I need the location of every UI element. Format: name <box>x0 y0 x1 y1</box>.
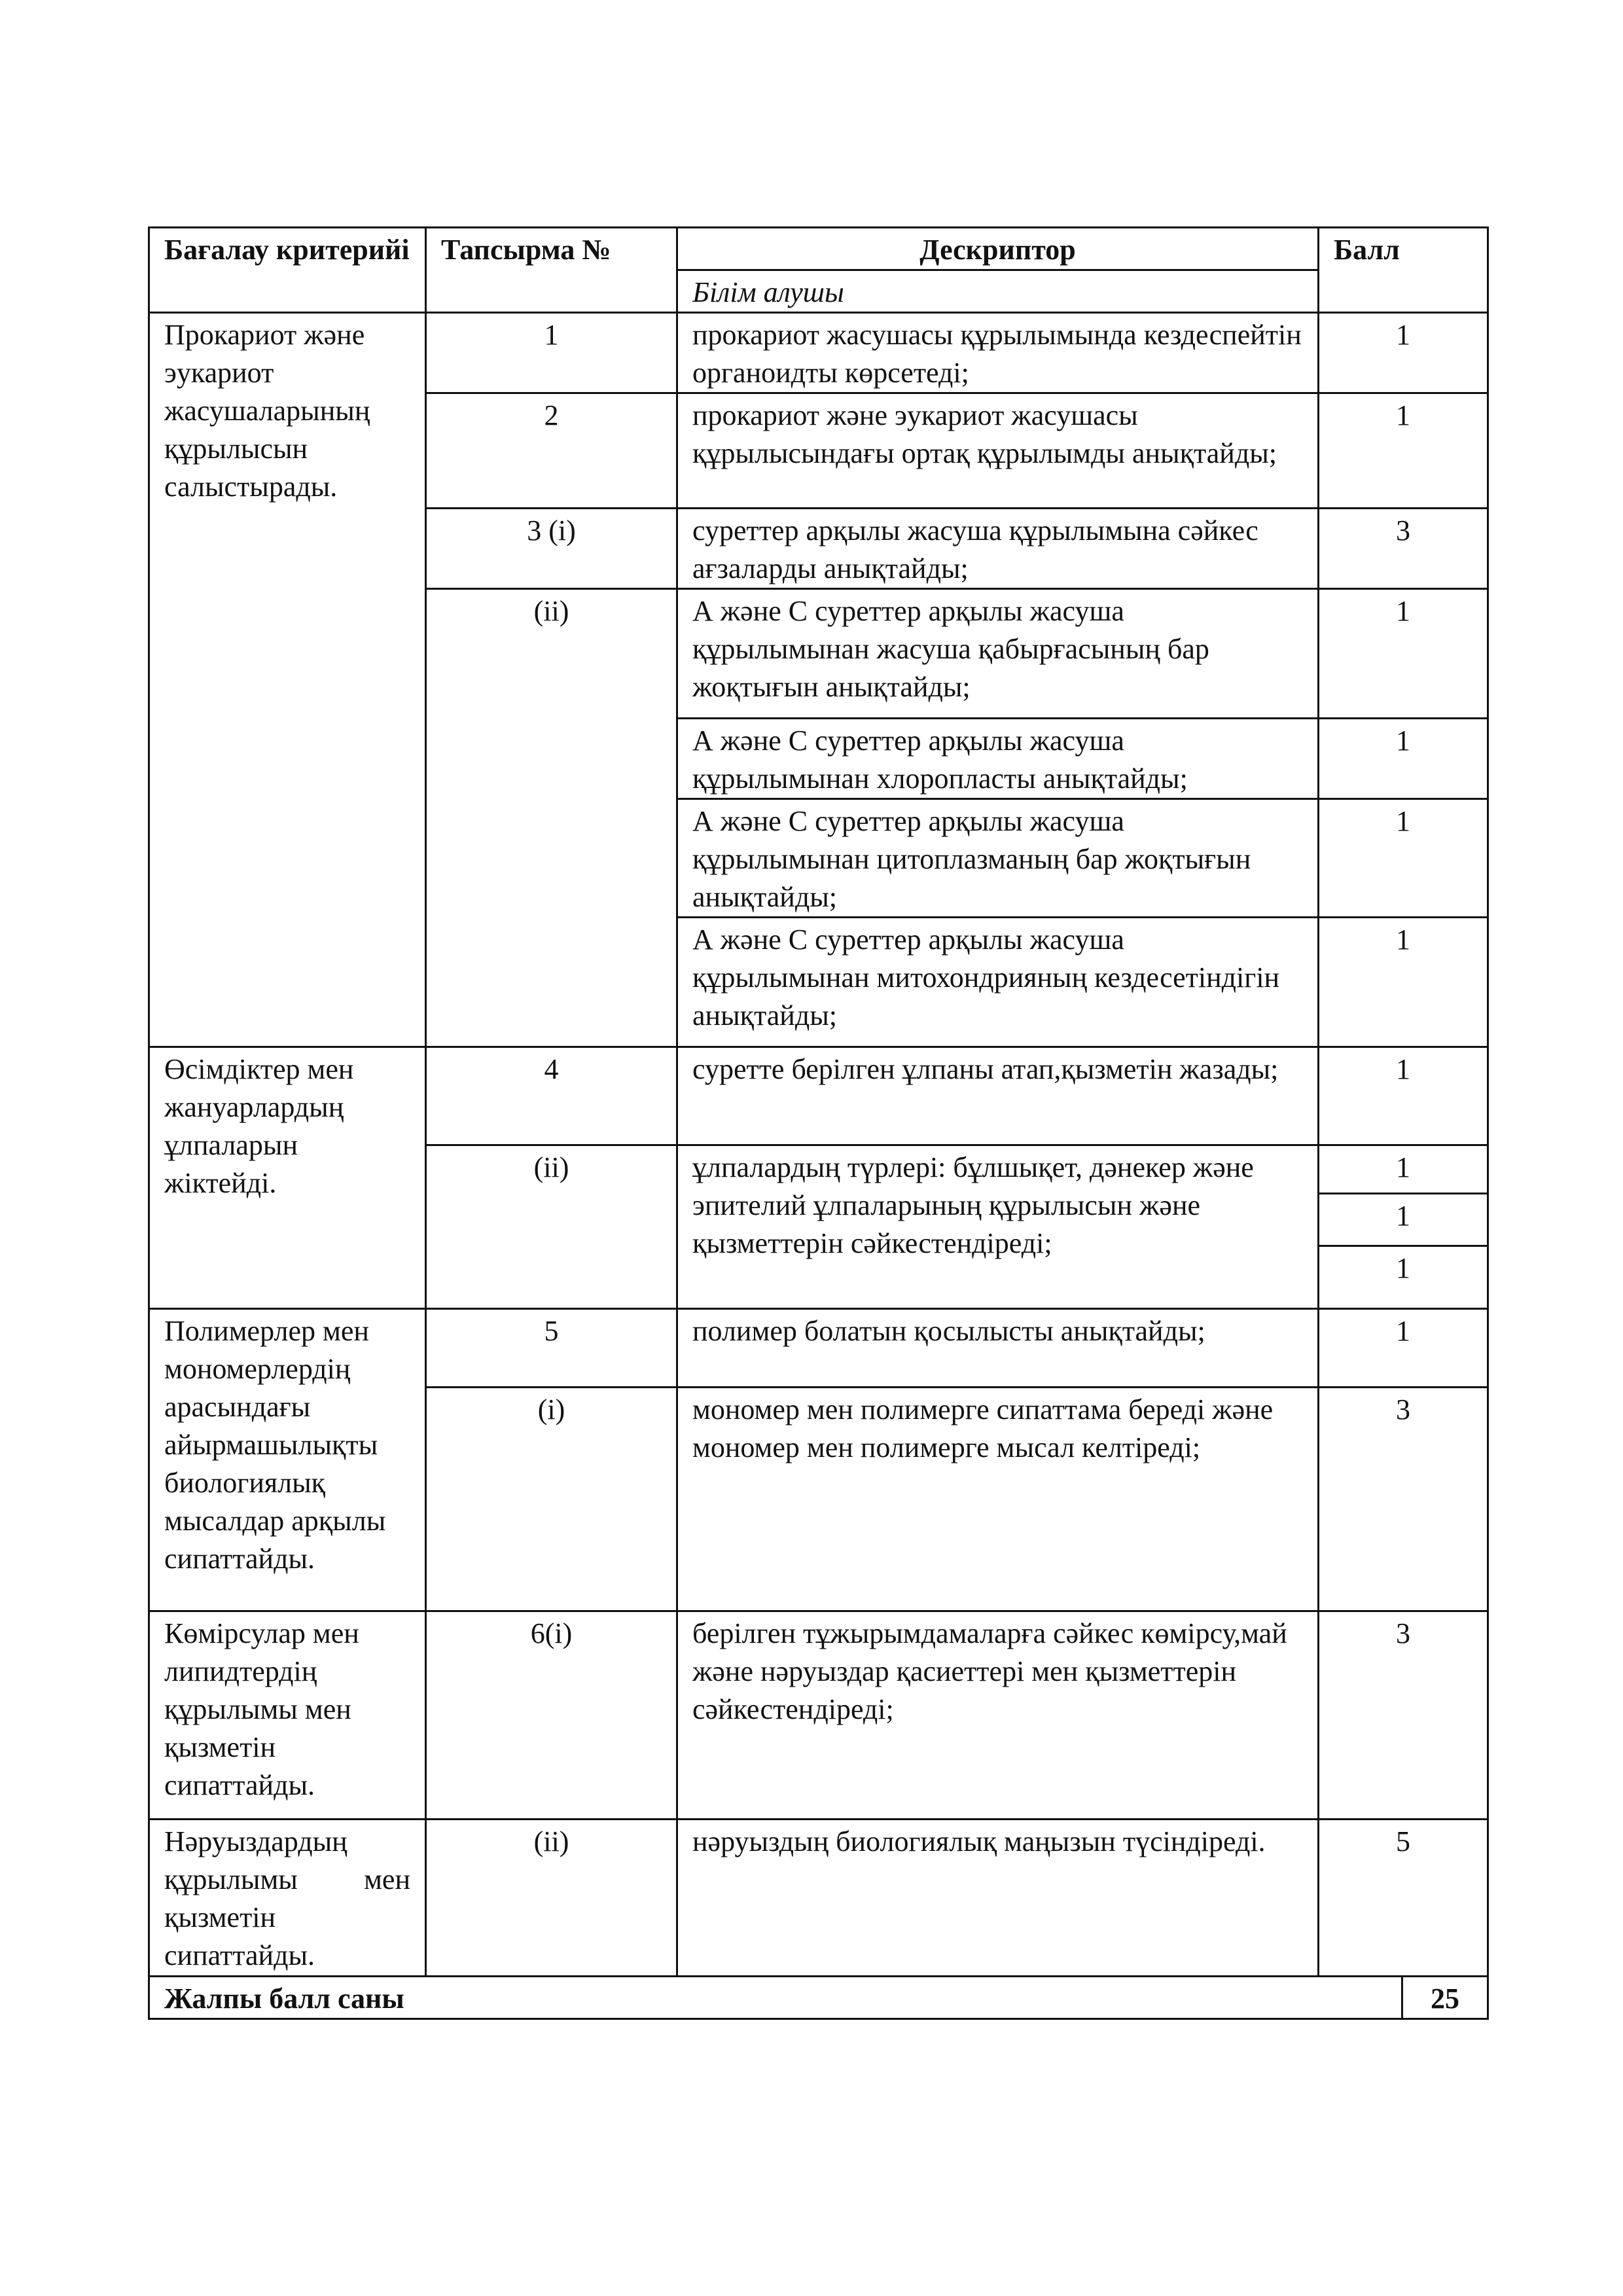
criterion-cell: Прокариот және эукариот жасушаларының құрылысын салыстырады. <box>149 313 426 1047</box>
task-number: 1 <box>426 313 677 393</box>
score-cell: 1 <box>1319 1145 1488 1194</box>
header-criteria: Бағалау критерийі <box>149 228 426 313</box>
task-number: 3 (i) <box>426 509 677 589</box>
descriptor-cell: берілген тұжырымдамаларға сәйкес көмірсу,май және нәруыздар қасиеттері мен қызметтерін сәйкестендіреді; <box>677 1611 1319 1820</box>
total-value: 25 <box>1402 1977 1488 2019</box>
descriptor-cell: А және С суреттер арқылы жасуша құрылымынан цитоплазманың бар жоқтығын анықтайды; <box>677 799 1319 918</box>
task-number: 4 <box>426 1047 677 1145</box>
total-label: Жалпы балл саны <box>149 1977 1402 2019</box>
task-number: (ii) <box>426 1820 677 1977</box>
score-cell: 1 <box>1319 1246 1488 1309</box>
descriptor-cell: суреттер арқылы жасуша құрылымына сәйкес ағзаларды анықтайды; <box>677 509 1319 589</box>
task-number: 2 <box>426 393 677 509</box>
header-task: Тапсырма № <box>426 228 677 313</box>
descriptor-cell: полимер болатын қосылысты анықтайды; <box>677 1309 1319 1388</box>
score-cell: 3 <box>1319 1611 1488 1820</box>
header-descriptor: Дескриптор <box>677 228 1319 270</box>
header-score: Балл <box>1319 228 1488 313</box>
criterion-cell: Өсімдіктер мен жануарлардың ұлпаларын жіктейді. <box>149 1047 426 1309</box>
score-cell: 1 <box>1319 1309 1488 1388</box>
descriptor-cell: прокариот және эукариот жасушасы құрылысындағы ортақ құрылымды анықтайды; <box>677 393 1319 509</box>
task-number: 5 <box>426 1309 677 1388</box>
descriptor-cell: А және С суреттер арқылы жасуша құрылымынан митохондрияның кездесетіндігін анықтайды; <box>677 918 1319 1047</box>
score-cell: 1 <box>1319 799 1488 918</box>
task-number: (ii) <box>426 1145 677 1309</box>
criterion-cell: Көмірсулар мен липидтердің құрылымы мен қызметін сипаттайды. <box>149 1611 426 1820</box>
header-descriptor-sub: Білім алушы <box>677 270 1319 313</box>
assessment-table <box>148 226 1489 2020</box>
task-number: (i) <box>426 1388 677 1611</box>
score-cell: 1 <box>1319 719 1488 799</box>
descriptor-cell: А және С суреттер арқылы жасуша құрылымынан жасуша қабырғасының бар жоқтығын анықтайды; <box>677 589 1319 719</box>
score-cell: 1 <box>1319 918 1488 1047</box>
descriptor-cell: прокариот жасушасы құрылымында кездеспейтін органоидты көрсетеді; <box>677 313 1319 393</box>
descriptor-cell: ұлпалардың түрлері: бұлшықет, дәнекер және эпителий ұлпаларының құрылысын және қызметтерін сәйкестендіреді; <box>677 1145 1319 1309</box>
score-cell: 3 <box>1319 509 1488 589</box>
score-cell: 1 <box>1319 393 1488 509</box>
descriptor-cell: А және С суреттер арқылы жасуша құрылымынан хлоропласты анықтайды; <box>677 719 1319 799</box>
descriptor-cell: мономер мен полимерге сипаттама береді және мономер мен полимерге мысал келтіреді; <box>677 1388 1319 1611</box>
score-cell: 5 <box>1319 1820 1488 1977</box>
criterion-cell: Полимерлер мен мономерлердің арасындағы айырмашылықты биологиялық мысалдар арқылы сипаттайды. <box>149 1309 426 1611</box>
descriptor-cell: суретте берілген ұлпаны атап,қызметін жазады; <box>677 1047 1319 1145</box>
criterion-cell: Нәруыздардың құрылымы мен қызметін сипаттайды. <box>149 1820 426 1977</box>
score-cell: 3 <box>1319 1388 1488 1611</box>
score-cell: 1 <box>1319 313 1488 393</box>
descriptor-cell: нәруыздың биологиялық маңызын түсіндіреді. <box>677 1820 1319 1977</box>
task-number: 6(i) <box>426 1611 677 1820</box>
score-cell: 1 <box>1319 1047 1488 1145</box>
score-cell: 1 <box>1319 589 1488 719</box>
score-cell: 1 <box>1319 1194 1488 1246</box>
task-number: (ii) <box>426 589 677 1047</box>
